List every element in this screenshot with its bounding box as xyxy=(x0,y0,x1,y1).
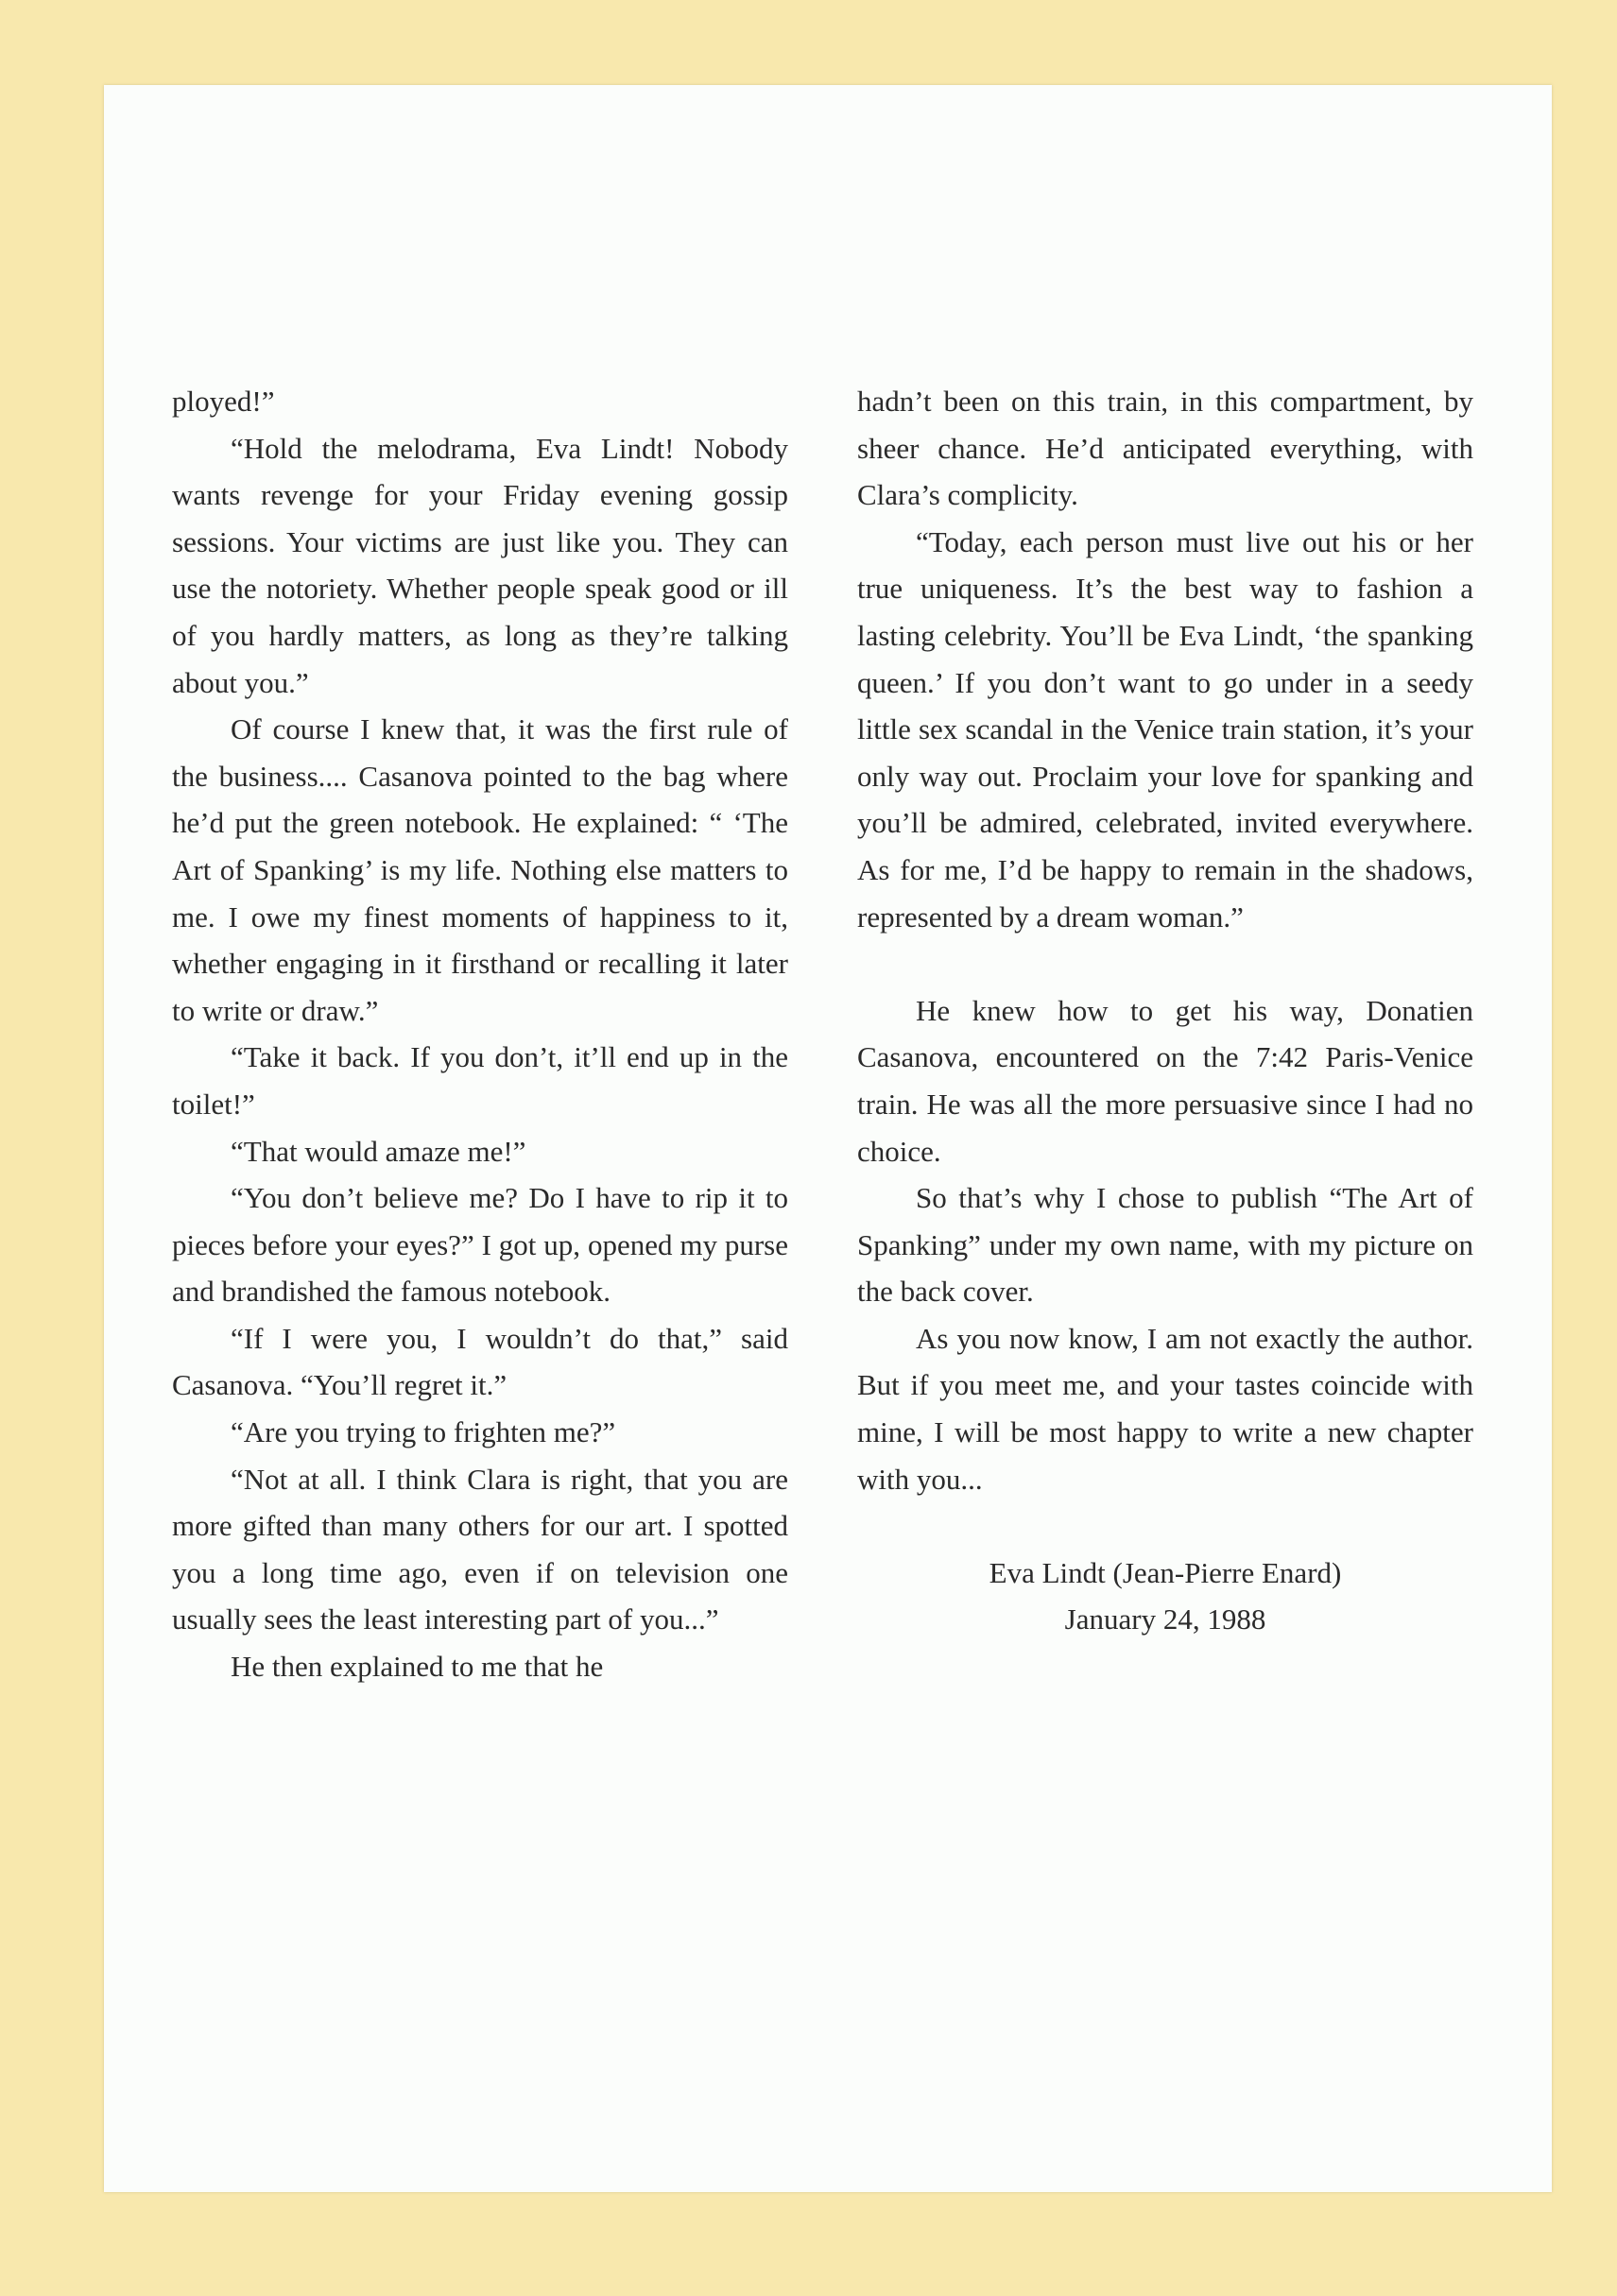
paragraph: “That would amaze me!” xyxy=(231,1134,526,1168)
signature-block xyxy=(857,1550,1473,1643)
paragraph: ployed!” xyxy=(172,385,275,418)
left-text-column xyxy=(172,378,788,1690)
author-signature: Eva Lindt (Jean-Pierre Enard) xyxy=(989,1555,1342,1589)
paragraph: “If I were you, I wouldn’t do that,” said Casanova. “You’ll regret it.” xyxy=(172,1321,788,1402)
paragraph: “Today, each person must live out his or her true uniqueness. It’s the best way to fashion a lasting celebrity. You’ll be Eva Lindt, ‘the spanking queen.’ If you don’t want to go under in a seedy little sex scandal in the Venice train station, it’s your only way out. Proclaim your love for spanking and you’ll be admired, celebrated, invited everywhere. As for me, I’d be happy to remain in the shadows, represented by a dream woman.” xyxy=(857,524,1473,934)
book-page xyxy=(104,85,1552,2192)
paragraph: As you now know, I am not exactly the author. But if you meet me, and your tastes coincide with mine, I will be most happy to write a new chapter with you... xyxy=(857,1321,1473,1496)
signature-date: January 24, 1988 xyxy=(1064,1602,1266,1636)
paragraph: So that’s why I chose to publish “The Art of Spanking” under my own name, with my picture on the back cover. xyxy=(857,1181,1473,1309)
paragraph: “Are you trying to frighten me?” xyxy=(231,1415,616,1449)
paragraph: “You don’t believe me? Do I have to rip it to pieces before your eyes?” I got up, opened my purse and brandished the famous notebook. xyxy=(172,1181,788,1309)
paragraph: hadn’t been on this train, in this compartment, by sheer chance. He’d anticipated everything, with Clara’s complicity. xyxy=(857,385,1473,512)
paragraph: He then explained to me that he xyxy=(231,1650,604,1684)
paragraph: “Take it back. If you don’t, it’ll end up in the toilet!” xyxy=(172,1040,788,1121)
paragraph: “Hold the melodrama, Eva Lindt! Nobody wants revenge for your Friday evening gossip sessions. Your victims are just like you. They can use the notoriety. Whether people speak good or ill of you hardly matters, as long as they’re talking about you.” xyxy=(172,431,788,699)
paragraph: Of course I knew that, it was the first rule of the business.... Casanova pointed to the bag where he’d put the green notebook. He explained: “ ‘The Art of Spanking’ is my life. Nothing else matters to me. I owe my finest moments of happiness to it, whether engaging in it firsthand or recalling it later to write or draw.” xyxy=(172,712,788,1027)
right-text-column xyxy=(857,378,1473,1643)
paragraph: He knew how to get his way, Donatien Casanova, encountered on the 7:42 Paris-Venice train. He was all the more persuasive since I had no choice. xyxy=(857,993,1473,1168)
paragraph: “Not at all. I think Clara is right, that you are more gifted than many others for our art. I spotted you a long time ago, even if on television one usually sees the least interesting part of you...” xyxy=(172,1462,788,1636)
